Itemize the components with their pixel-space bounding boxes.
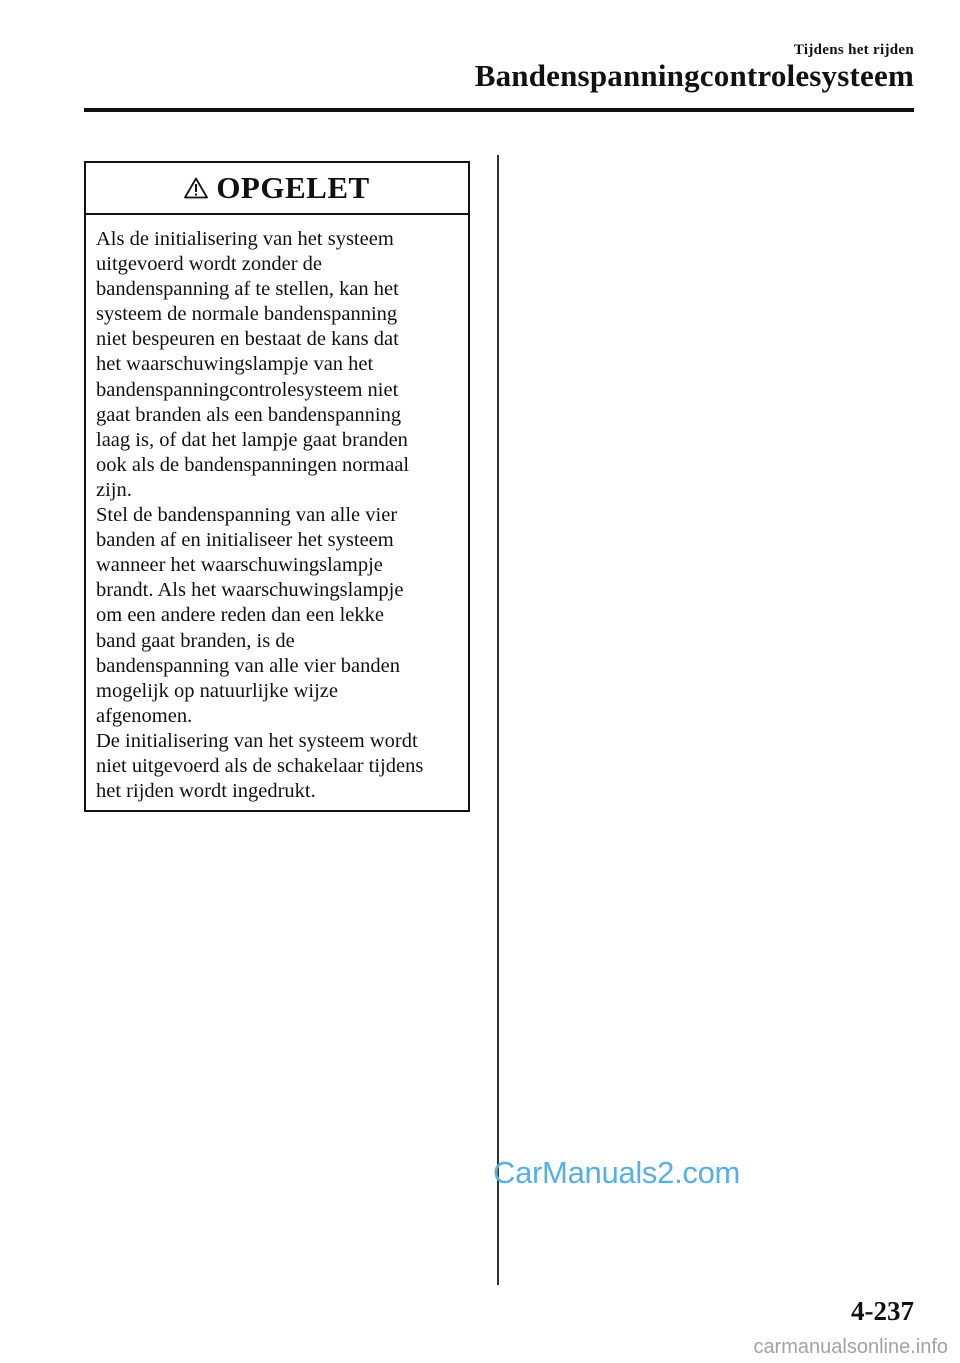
page-number: 4-237	[851, 1296, 914, 1326]
caution-text-line: mogelijk op natuurlijke wijze	[96, 679, 338, 702]
chapter-title: Bandenspanningcontrolesysteem	[474, 58, 914, 93]
caution-text-line: uitgevoerd wordt zonder de	[96, 253, 322, 276]
caution-text-line: systeem de normale bandenspanning	[96, 303, 398, 326]
caution-text-line: Als de initialisering van het systeem	[96, 228, 394, 250]
caution-text-line: bandenspanningcontrolesysteem niet	[96, 378, 399, 401]
caution-text-line: brandt. Als het waarschuwingslampje	[96, 579, 404, 602]
caution-text-line: gaat branden als een bandenspanning	[96, 403, 402, 426]
caution-box	[84, 161, 470, 812]
caution-text-line: het rijden wordt ingedrukt.	[96, 780, 316, 803]
caution-text-line: om een andere reden dan een lekke	[96, 604, 384, 627]
section-label: Tijdens het rijden	[793, 42, 914, 58]
caution-body	[86, 215, 468, 804]
caution-text-line: niet bespeuren en bestaat de kans dat	[96, 328, 399, 351]
caution-text-line: wanneer het waarschuwingslampje	[96, 554, 383, 577]
column-divider	[497, 155, 499, 1285]
caution-text-line: niet uitgevoerd als de schakelaar tijdens	[96, 754, 424, 777]
caution-text-line: band gaat branden, is de	[96, 629, 295, 652]
caution-header	[86, 163, 468, 215]
caution-text-line: De initialisering van het systeem wordt	[96, 729, 418, 752]
warning-triangle-icon	[184, 177, 208, 199]
caution-text-line: het waarschuwingslampje van het	[96, 353, 374, 376]
caution-text-line: ook als de bandenspanningen normaal	[96, 453, 410, 476]
watermark-carmanualsonline: carmanualsonline.info	[753, 1336, 948, 1358]
caution-text-line: zijn.	[96, 478, 132, 501]
caution-text-line: bandenspanning af te stellen, kan het	[96, 278, 399, 301]
header-rule	[84, 108, 914, 112]
caution-text-line: banden af en initialiseer het systeem	[96, 529, 394, 552]
caution-text-line: bandenspanning van alle vier banden	[96, 654, 400, 677]
caution-text-line: Stel de bandenspanning van alle vier	[96, 504, 398, 527]
caution-title: OPGELET	[216, 170, 370, 205]
caution-text-line: laag is, of dat het lampje gaat branden	[96, 428, 408, 451]
caution-text-line: afgenomen.	[96, 704, 193, 727]
watermark-carmanuals2: CarManuals2.com	[493, 1155, 741, 1190]
